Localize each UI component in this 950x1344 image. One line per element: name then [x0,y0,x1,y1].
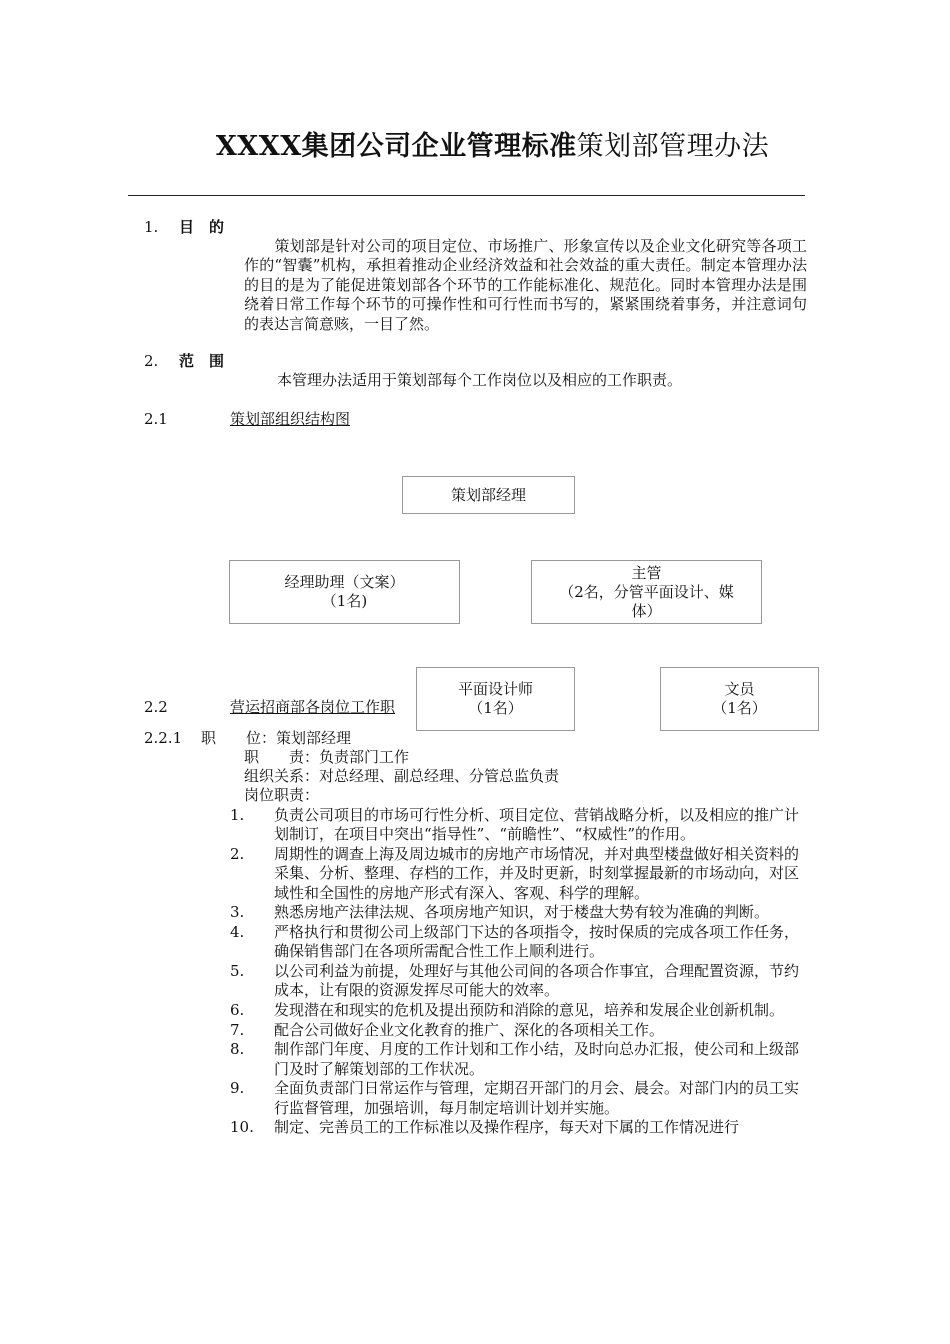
org-supervisor-line2: （2名，分管平面设计、媒 [559,582,734,601]
org-clerk-line2: （1名） [712,699,767,717]
org-clerk-line1: 文员 [724,680,755,698]
list-item: 1. 负责公司项目的市场可行性分析、项目定位、营销战略分析，以及相应的推广计划制订，在项目中突出“指导性”、“前瞻性”、“权威性”的作用。 [230,806,800,844]
duty-list [230,806,810,1138]
section1-heading: 目 的 [179,218,225,236]
section2-body: 本管理办法适用于策划部每个工作岗位以及相应的工作职责。 [277,371,683,389]
position-label: 职 位： [201,729,277,747]
position-value: 策划部经理 [276,729,352,747]
section1-body: 策划部是针对公司的项目定位、市场推广、形象宣传以及企业文化研究等各项工作的“智囊”机构，承担着推动企业经济效益和社会效益的重大责任。制定本管理办法的目的是为了能促进策划部各个环节的工作能标准化、规范化。同时本管理办法是围绕着日常工作每个环节的可操作性和可行性而书写的，紧紧围绕着事务，并注意词句的表达言简意赅，一目了然。 [244,237,807,333]
org-box-supervisor [531,560,762,624]
org-designer-line2: （1名） [468,699,523,717]
list-item: 10. 制定、完善员工的工作标准以及操作程序，每天对下属的工作情况进行 [230,1118,740,1137]
relation-value: 对总经理、副总经理、分管总监负责 [319,767,560,785]
org-assistant-line1: 经理助理（文案） [284,573,405,591]
section2-heading: 范 围 [179,352,225,370]
org-box-clerk [660,667,819,731]
section2-number: 2. [144,352,159,370]
title-regular: 策划部管理办法 [576,131,770,162]
org-supervisor-line1: 主管 [631,563,662,582]
org-assistant-line2: （1名) [321,592,368,610]
org-designer-line1: 平面设计师 [457,680,533,698]
duty-label: 职 责： [244,748,320,766]
list-item: 4. 严格执行和贯彻公司上级部门下达的各项指令，按时保质的完成各项工作任务，确保销售部门在各项所需配合性工作上顺利进行。 [230,923,800,961]
list-item: 9. 全面负责部门日常运作与管理，定期召开部门的月会、晨会。对部门内的员工实行监督管理，加强培训，每月制定培训计划并实施。 [230,1079,800,1117]
list-item: 5. 以公司利益为前提，处理好与其他公司间的各项合作事宜，合理配置资源，节约成本，让有限的资源发挥尽可能大的效率。 [230,962,800,1000]
document-title [0,124,950,163]
section2-2-number: 2.2 [144,698,168,716]
duty-value: 负责部门工作 [319,748,410,766]
org-supervisor-line3: 体） [631,601,662,620]
section1-number: 1. [144,218,159,236]
duty-row [244,748,409,767]
relation-row [244,767,559,786]
org-box-manager [402,476,575,514]
relation-label: 组织关系： [244,767,320,785]
section2-1-number: 2.1 [144,410,168,428]
org-box-designer [416,667,575,731]
list-item: 2. 周期性的调查上海及周边城市的房地产市场情况，并对典型楼盘做好相关资料的采集、分析、整理、存档的工作，并及时更新，时刻掌握最新的市场动向，对区域性和全国性的房地产形式有深入、客观、科学的理解。 [230,845,800,902]
section2-1-heading: 策划部组织结构图 [230,410,351,428]
org-manager-label: 策划部经理 [450,485,526,504]
section2-2-1-number: 2.2.1 [144,729,183,747]
org-box-assistant [229,560,460,624]
list-item: 7. 配合公司做好企业文化教育的推广、深化的各项相关工作。 [230,1020,665,1039]
post-duty-label: 岗位职责： [244,786,320,804]
list-item: 6. 发现潜在和现实的危机及提出预防和消除的意见，培养和发展企业创新机制。 [230,1001,785,1019]
section2-2-heading: 营运招商部各岗位工作职 [230,698,396,716]
title-bold: XXXX集团公司企业管理标准 [215,131,577,162]
title-divider [128,195,805,196]
list-item: 3. 熟悉房地产法律法规、各项房地产知识，对于楼盘大势有较为准确的判断。 [230,903,770,922]
position-row [201,729,351,748]
list-item: 8. 制作部门年度、月度的工作计划和工作小结，及时向总办汇报，使公司和上级部门及时了解策划部的工作状况。 [230,1040,800,1078]
